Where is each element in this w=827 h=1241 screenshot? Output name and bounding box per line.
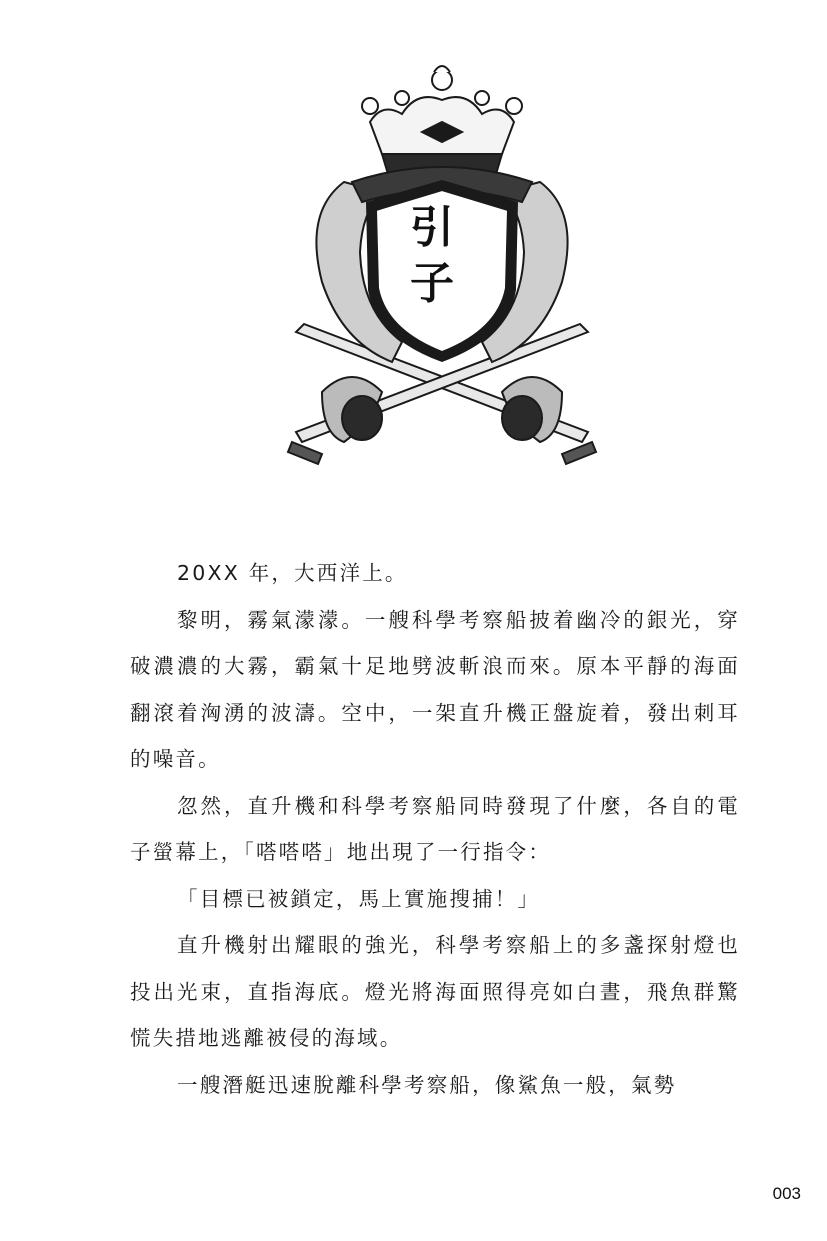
paragraph: 直升機射出耀眼的強光，科學考察船上的多盞探射燈也投出光束，直指海底。燈光將海面照得亮如白晝，飛魚群驚慌失措地逃離被侵的海域。 (130, 933, 740, 1050)
paragraph: 忽然，直升機和科學考察船同時發現了什麼，各自的電子螢幕上，「嗒嗒嗒」地出現了一行指令： (130, 793, 740, 864)
crown-icon (362, 66, 522, 174)
paragraph: 黎明，霧氣濛濛。一艘科學考察船披着幽冷的銀光，穿破濃濃的大霧，霸氣十足地劈波斬浪而來。原本平靜的海面翻滾着洶湧的波濤。空中，一架直升機正盤旋着，發出刺耳的噪音。 (130, 607, 740, 771)
paragraph: 20XX 年，大西洋上。 (177, 561, 408, 585)
chapter-title-char: 子 (410, 258, 454, 309)
chapter-title (390, 200, 474, 312)
paragraph: 一艘潛艇迅速脫離科學考察船，像鯊魚一般，氣勢 (177, 1072, 677, 1097)
body-text (130, 550, 740, 1108)
page-number: 003 (772, 1184, 801, 1203)
paragraph: 「目標已被鎖定，馬上實施搜捕！」 (177, 886, 541, 911)
chapter-title-char: 引 (410, 202, 454, 253)
